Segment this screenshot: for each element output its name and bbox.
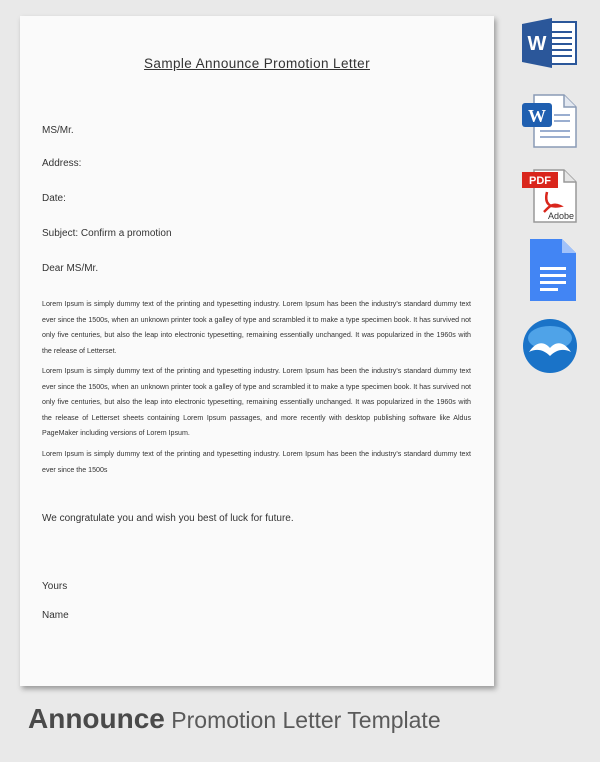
signature-name: Name — [42, 610, 69, 621]
date-label: Date: — [42, 193, 66, 204]
pdf-icon[interactable] — [520, 168, 578, 224]
word-icon-letter: W — [527, 33, 547, 55]
word-icon[interactable] — [520, 16, 578, 70]
word-doc-icon-letter: W — [528, 106, 546, 126]
body-paragraph-2: Lorem Ipsum is simply dummy text of the printing and typesetting industry. Lorem Ipsum has been the industry's standard dummy text ever since the 1500s, when an unknown printer took a galley of type and scrambled it to make a type specimen book. It has survived not only five centuries, but also the leap into electronic typesetting, remaining essentially unchanged. It was popularized in the 1960s with the release of Letterset sheets containing Lorem Ipsum passages, and more recently with desktop publishing software like Aldus PageMaker including versions of Lorem Ipsum. — [42, 367, 471, 437]
footer-title-strong: Announce — [28, 703, 165, 734]
closing-yours: Yours — [42, 581, 68, 592]
footer-title — [28, 703, 441, 735]
pdf-badge: PDF — [529, 175, 551, 187]
openoffice-icon[interactable] — [521, 318, 579, 374]
congratulation-line: We congratulate you and wish you best of luck for future. — [42, 513, 294, 524]
footer-title-rest: Promotion Letter Template — [164, 707, 441, 733]
google-docs-icon[interactable] — [528, 237, 578, 303]
recipient-salutation: MS/Mr. — [42, 125, 74, 136]
letter-title: Sample Announce Promotion Letter — [144, 56, 370, 71]
address-label: Address: — [42, 158, 82, 169]
letter-page — [20, 16, 494, 686]
body-paragraph-3: Lorem Ipsum is simply dummy text of the printing and typesetting industry. Lorem Ipsum has been the industry's standard dummy text ever since the 1500s — [42, 450, 471, 474]
subject-line: Subject: Confirm a promotion — [42, 228, 172, 239]
greeting: Dear MS/Mr. — [42, 263, 99, 274]
pdf-adobe-caption: Adobe — [547, 211, 575, 221]
word-doc-icon[interactable] — [520, 93, 578, 149]
body-paragraph-1: Lorem Ipsum is simply dummy text of the printing and typesetting industry. Lorem Ipsum has been the industry's standard dummy text ever since the 1500s, when an unknown printer took a galley of type and scrambled it to make a type specimen book. It has survived not only five centuries, but also the leap into electronic typesetting, remaining essentially unchanged. It was popularized in the 1960s with the release of Letterset. — [42, 300, 471, 355]
